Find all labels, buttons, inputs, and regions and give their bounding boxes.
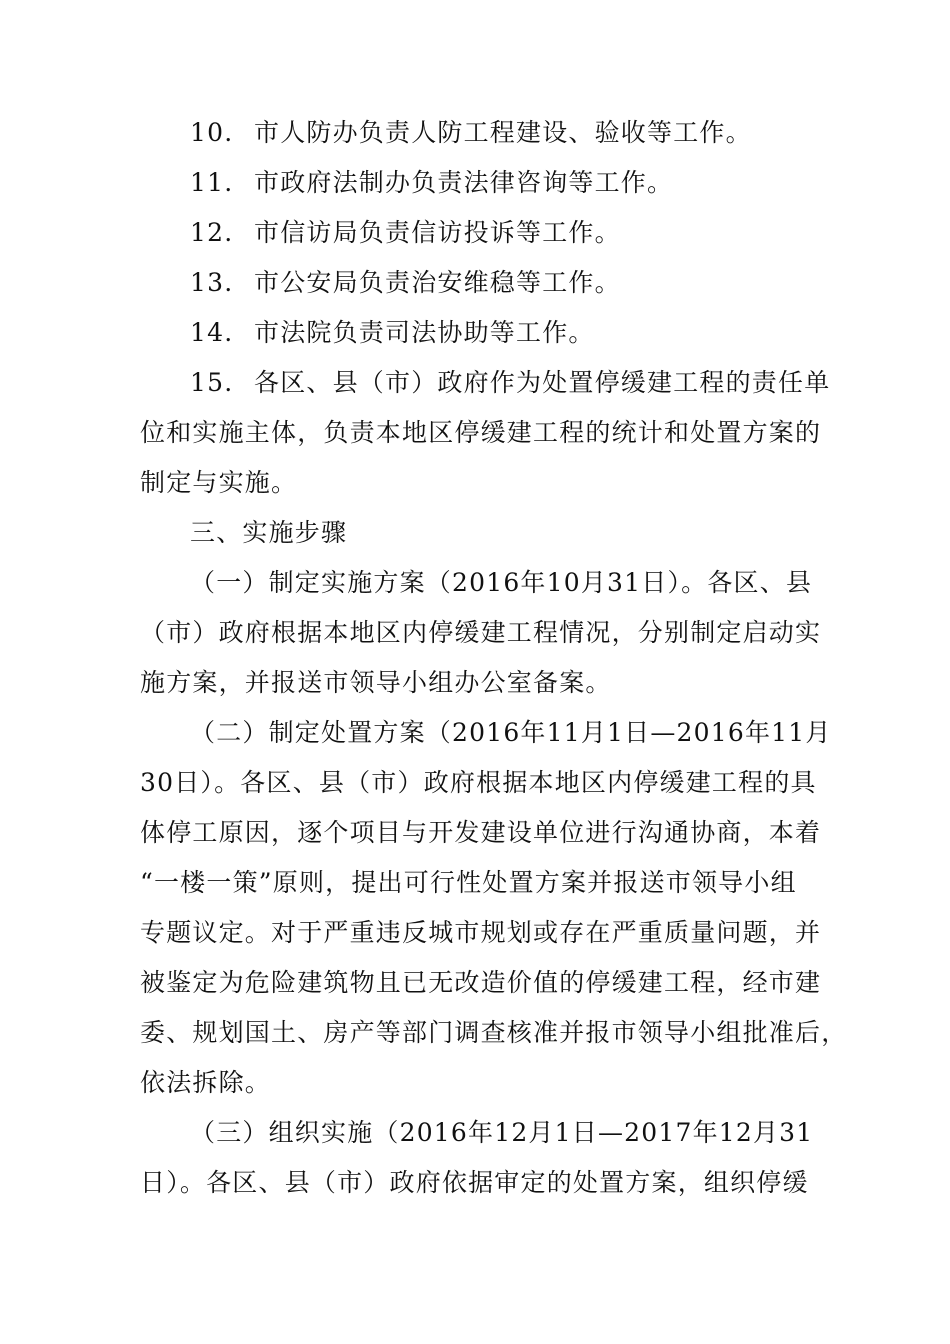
list-item-12 [190, 208, 621, 258]
list-item-13 [190, 258, 621, 308]
item-text: 市信访局负责信访投诉等工作。 [254, 218, 621, 247]
paragraph-line: （二）制定处置方案（2016年11月1日—2016年11月 [190, 718, 832, 747]
list-item-10 [190, 108, 752, 158]
item-number: 11. [190, 168, 234, 197]
paragraph-line: “一楼一策”原则，提出可行性处置方案并报送市领导小组 [140, 868, 797, 897]
paragraph-line: 位和实施主体，负责本地区停缓建工程的统计和处置方案的 [140, 418, 822, 447]
section-heading: 三、实施步骤 [190, 518, 348, 547]
list-item-14 [190, 308, 595, 358]
paragraph-line: 被鉴定为危险建筑物且已无改造价值的停缓建工程，经市建 [140, 968, 822, 997]
item-text: 市人防办负责人防工程建设、验收等工作。 [254, 118, 752, 147]
paragraph-line: （市）政府根据本地区内停缓建工程情况，分别制定启动实 [140, 618, 822, 647]
item-number: 13. [190, 268, 234, 297]
item-text: 市法院负责司法协助等工作。 [254, 318, 595, 347]
paragraph-line: 日）。各区、县（市）政府依据审定的处置方案，组织停缓 [140, 1168, 809, 1197]
paragraph-line: 30日）。各区、县（市）政府根据本地区内停缓建工程的具 [140, 768, 817, 797]
paragraph-line: 体停工原因，逐个项目与开发建设单位进行沟通协商，本着 [140, 818, 822, 847]
item-text: 各区、县（市）政府作为处置停缓建工程的责任单 [254, 368, 831, 397]
paragraph-line: 委、规划国土、房产等部门调查核准并报市领导小组批准后， [140, 1018, 848, 1047]
item-number: 15. [190, 368, 234, 397]
paragraph-line: （一）制定实施方案（2016年10月31日）。各区、县 [190, 568, 813, 597]
paragraph-line: 施方案，并报送市领导小组办公室备案。 [140, 668, 612, 697]
item-number: 12. [190, 218, 234, 247]
paragraph-line: 依法拆除。 [140, 1068, 272, 1097]
item-number: 14. [190, 318, 234, 347]
list-item-15 [190, 358, 830, 408]
list-item-11 [190, 158, 673, 208]
paragraph-line: 制定与实施。 [140, 468, 298, 497]
item-number: 10. [190, 118, 234, 147]
paragraph-line: 专题议定。对于严重违反城市规划或存在严重质量问题，并 [140, 918, 822, 947]
item-text: 市公安局负责治安维稳等工作。 [254, 268, 621, 297]
paragraph-line: （三）组织实施（2016年12月1日—2017年12月31 [190, 1118, 814, 1147]
item-text: 市政府法制办负责法律咨询等工作。 [254, 168, 674, 197]
